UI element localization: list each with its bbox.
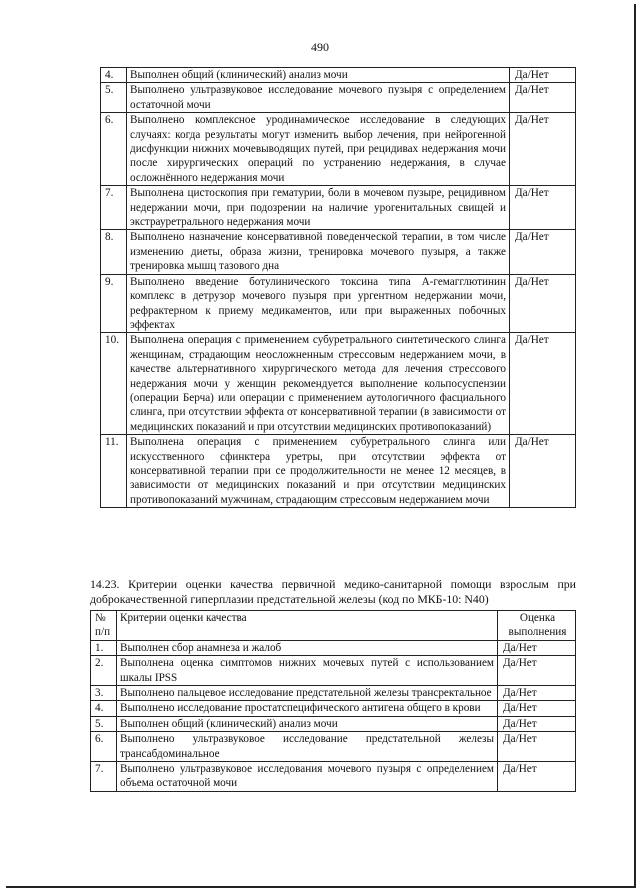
criterion-text: Выполнена цистоскопия при гематурии, боли в мочевом пузыре, рецидивном недержании мочи, при подозрении на наличие урогенитальных свищей и экстрауретрального недержания мочи [127,186,510,230]
criterion-text: Выполнена операция с применением субуретрального синтетического слинга женщинам, страдающим неосложненным стрессовым недержанием мочи, в качестве альтернативного хирургического метода для лечения стрессового недержания мочи у женщин рекомендуется выполнение кольпосуспензии (операции Берча) или операции с применением аутологичного фасциального слинга, при отсутствии эффекта от консервативной терапии (в зависимости от медицинских показаний и при отсутствии медицинских противопоказаний) [127,333,510,435]
table-row [91,701,576,716]
evaluation-value: Да/Нет [498,656,576,686]
criterion-text: Выполнено ультразвуковое исследование предстательной железы трансабдоминальное [117,732,498,762]
page-number: 490 [311,40,329,54]
criterion-text: Выполнено исследование простатспецифического антигена общего в крови [117,701,498,716]
table-row [101,333,576,435]
row-number: 3. [91,686,117,701]
header-num: № п/п [91,611,117,641]
criterion-text: Выполнена оценка симптомов нижних мочевых путей с использованием шкалы IPSS [117,656,498,686]
evaluation-value: Да/Нет [498,686,576,701]
header-criteria: Критерии оценки качества [117,611,498,641]
criterion-text: Выполнено комплексное уродинамическое исследование в следующих случаях: когда результаты могут изменить выбор лечения, при нейрогенной дисфункции нижних мочевыводящих путей, при рецидивах недержания мочи после хирургических операций по устранению недержания, в случае осложнённого недержания мочи [127,113,510,186]
table-row [91,762,576,792]
row-number: 7. [101,186,127,230]
row-number: 4. [91,701,117,716]
criterion-text: Выполнено ультразвуковое исследования мочевого пузыря с определением объема остаточной мочи [117,762,498,792]
criterion-text: Выполнено ультразвуковое исследование мочевого пузыря с определением остаточной мочи [127,83,510,113]
header-value: Оценка выполнения [498,611,576,641]
evaluation-value: Да/Нет [510,230,576,274]
row-number: 8. [101,230,127,274]
evaluation-value: Да/Нет [498,640,576,655]
row-number: 4. [101,68,127,83]
row-number: 9. [101,274,127,333]
criterion-text: Выполнено введение ботулинического токсина типа А-гемагглютинин комплекс в детрузор мочевого пузыря при ургентном недержании мочи, рефрактерном к приему медикаментов, или при выраженных побочных эффектах [127,274,510,333]
criterion-text: Выполнен общий (клинический) анализ мочи [117,716,498,731]
criteria-table-continued [100,67,576,508]
table-row [91,640,576,655]
row-number: 1. [91,640,117,655]
row-number: 7. [91,762,117,792]
row-number: 6. [101,113,127,186]
table-row [91,656,576,686]
table-row [101,83,576,113]
row-number: 6. [91,732,117,762]
evaluation-value: Да/Нет [510,435,576,508]
criterion-text: Выполнено назначение консервативной поведенческой терапии, в том числе изменению диеты, образа жизни, тренировка мочевого пузыря, а также тренировка мышц тазового дна [127,230,510,274]
criterion-text: Выполнено пальцевое исследование предстательной железы трансректальное [117,686,498,701]
evaluation-value: Да/Нет [510,333,576,435]
table-row [91,686,576,701]
row-number: 5. [91,716,117,731]
evaluation-value: Да/Нет [498,732,576,762]
evaluation-value: Да/Нет [510,83,576,113]
table-row [101,230,576,274]
row-number: 5. [101,83,127,113]
row-number: 10. [101,333,127,435]
row-number: 11. [101,435,127,508]
criterion-text: Выполнен сбор анамнеза и жалоб [117,640,498,655]
table-row [101,186,576,230]
table-row [101,113,576,186]
evaluation-value: Да/Нет [510,113,576,186]
section-heading: 14.23. Критерии оценки качества первичной медико-санитарной помощи взрослым при доброкачественной гиперплазии предстательной железы (код по МКБ-10: N40) [90,577,576,606]
evaluation-value: Да/Нет [510,274,576,333]
evaluation-value: Да/Нет [510,68,576,83]
bph-criteria-table [90,610,576,792]
table-row [101,274,576,333]
table-row [101,435,576,508]
criterion-text: Выполнена операция с применением субуретрального слинга или искусственного сфинктера уретры, при отсутствии эффекта от консервативной терапии при се продолжительности не менее 12 месяцев, в зависимости от медицинских показаний и при отсутствии медицинских противопоказаний мужчинам, страдающим стрессовым недержанием мочи [127,435,510,508]
table-row [101,68,576,83]
evaluation-value: Да/Нет [510,186,576,230]
criterion-text: Выполнен общий (клинический) анализ мочи [127,68,510,83]
row-number: 2. [91,656,117,686]
table-row [91,716,576,731]
evaluation-value: Да/Нет [498,716,576,731]
table-header-row [91,611,576,641]
evaluation-value: Да/Нет [498,701,576,716]
table-row [91,732,576,762]
evaluation-value: Да/Нет [498,762,576,792]
